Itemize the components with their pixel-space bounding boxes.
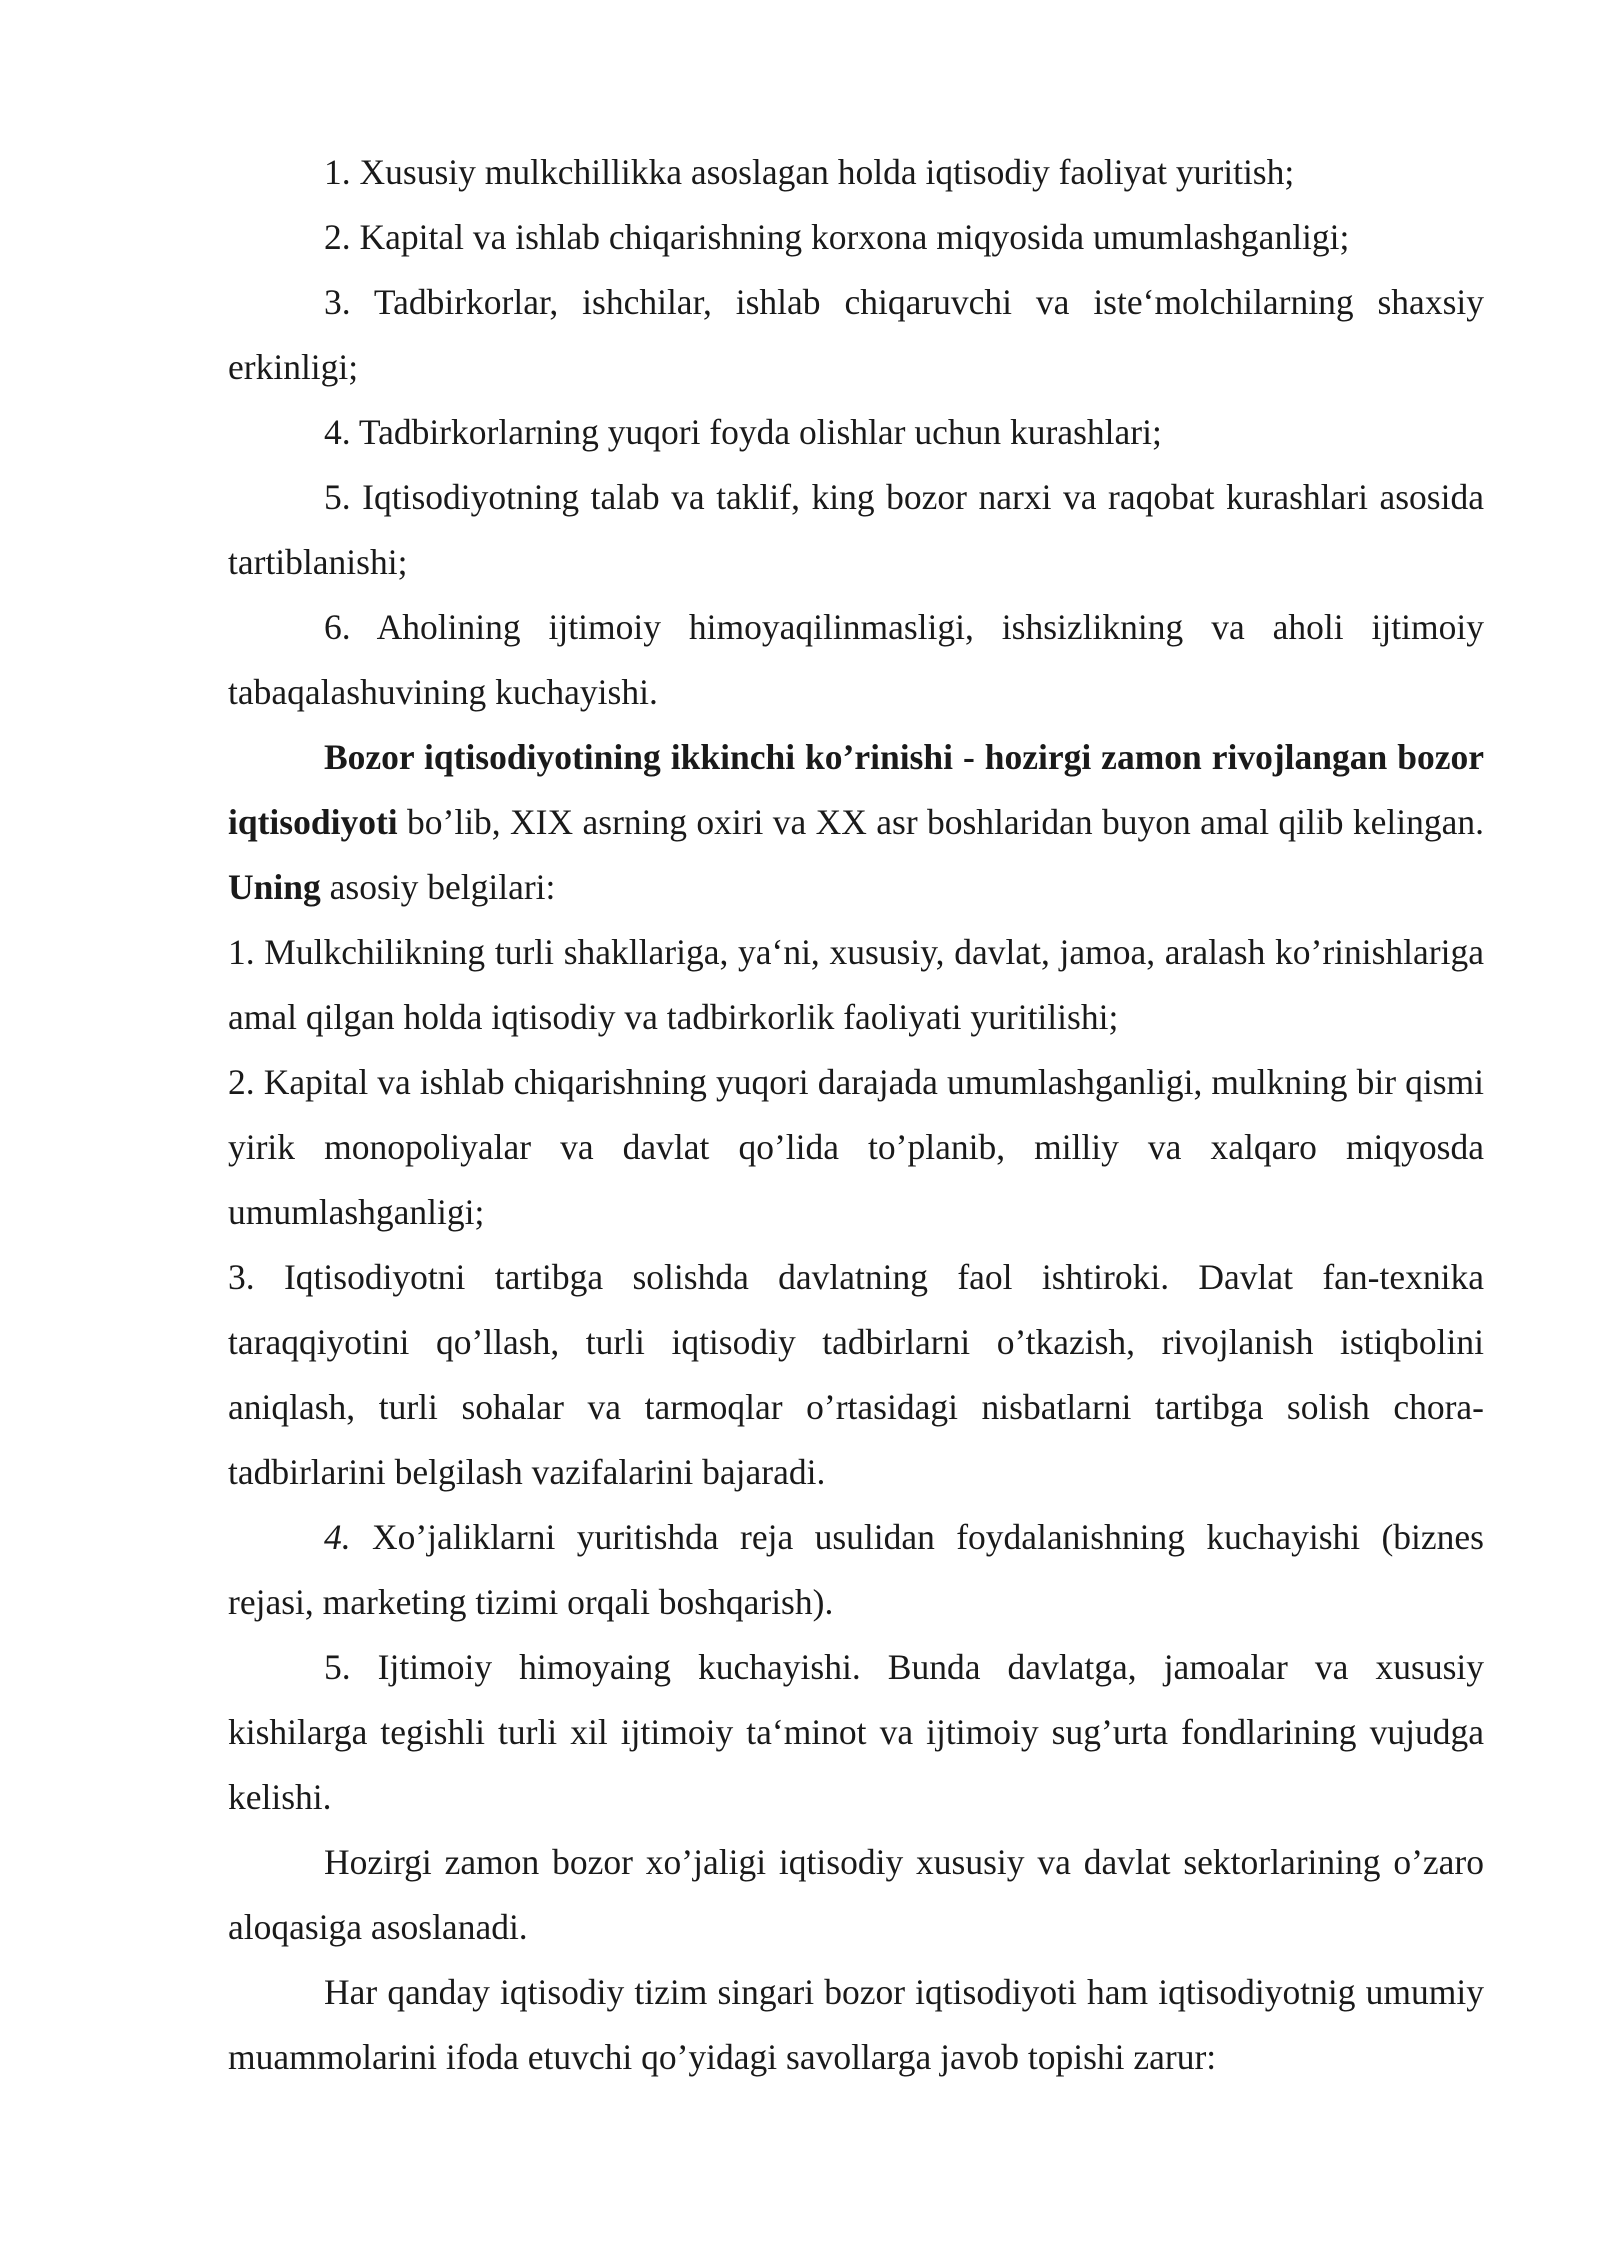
paragraph-text: 1. Xususiy mulkchillikka asoslagan holda iqtisodiy faoliyat yuritish;	[324, 152, 1295, 192]
document-body	[228, 140, 1484, 2090]
paragraph-text: 5. Iqtisodiyotning talab va taklif, king bozor narxi va raqobat kurashlari asosida tartiblanishi;	[228, 477, 1484, 582]
paragraph-text: Xo’jaliklarni yuritishda reja usulidan foydalanishning kuchayishi (biznes rejasi, marketing tizimi orqali boshqarish).	[228, 1517, 1484, 1622]
paragraph-text: Har qanday iqtisodiy tizim singari bozor iqtisodiyoti ham iqtisodiyotnig umumiy muammolarini ifoda etuvchi qo’yidagi savollarga javob topishi zarur:	[228, 1972, 1484, 2077]
paragraph-text: 3. Iqtisodiyotni tartibga solishda davlatning faol ishtiroki. Davlat fan-texnika taraqqiyotini qo’llash, turli iqtisodiy tadbirlarni o’tkazish, rivojlanish istiqbolini aniqlash, turli sohalar va tarmoqlar o’rtasidagi nisbatlarni tartibga solish chora-tadbirlarini belgilash vazifalarini bajaradi.	[228, 1257, 1484, 1492]
paragraph	[228, 1960, 1484, 2090]
paragraph-text: 3. Tadbirkorlar, ishchilar, ishlab chiqaruvchi va iste‘molchilarning shaxsiy erkinligi;	[228, 282, 1484, 387]
paragraph-text: 1. Mulkchilikning turli shakllariga, ya‘ni, xususiy, davlat, jamoa, aralash ko’rinishlariga amal qilgan holda iqtisodiy va tadbirkorlik faoliyati yuritilishi;	[228, 932, 1484, 1037]
paragraph	[228, 400, 1484, 465]
paragraph	[228, 465, 1484, 595]
paragraph-text: Hozirgi zamon bozor xo’jaligi iqtisodiy xususiy va davlat sektorlarining o’zaro aloqasiga asoslanadi.	[228, 1842, 1484, 1947]
paragraph	[228, 1050, 1484, 1245]
paragraph-text: 5. Ijtimoiy himoyaing kuchayishi. Bunda davlatga, jamoalar va xususiy kishilarga tegishli turli xil ijtimoiy ta‘minot va ijtimoiy sug’urta fondlarining vujudga kelishi.	[228, 1647, 1484, 1817]
paragraph-text: bo’lib, XIX asrning oxiri va XX asr boshlaridan buyon amal qilib kelingan.	[397, 802, 1484, 842]
paragraph	[228, 140, 1484, 205]
paragraph	[228, 205, 1484, 270]
paragraph	[228, 1505, 1484, 1635]
bold-text: Bozor iqtisodiyotining ikkinchi ko’rinishi - hozirgi zamon rivojlangan bozor iqtisodiyoti	[228, 737, 1484, 842]
paragraph	[228, 1830, 1484, 1960]
paragraph-text: asosiy belgilari:	[320, 867, 556, 907]
paragraph	[228, 595, 1484, 725]
paragraph	[228, 270, 1484, 400]
bold-text: Uning	[228, 867, 321, 907]
paragraph	[228, 725, 1484, 920]
paragraph-text: 6. Aholining ijtimoiy himoyaqilinmasligi, ishsizlikning va aholi ijtimoiy tabaqalashuvining kuchayishi.	[228, 607, 1484, 712]
paragraph-text: 4. Tadbirkorlarning yuqori foyda olishlar uchun kurashlari;	[324, 412, 1162, 452]
paragraph-text: 2. Kapital va ishlab chiqarishning yuqori darajada umumlashganligi, mulkning bir qismi yirik monopoliyalar va davlat qo’lida to’planib, milliy va xalqaro miqyosda umumlashganligi;	[228, 1062, 1484, 1232]
paragraph	[228, 920, 1484, 1050]
paragraph	[228, 1635, 1484, 1830]
italic-text: 4.	[324, 1517, 351, 1557]
paragraph	[228, 1245, 1484, 1505]
paragraph-text: 2. Kapital va ishlab chiqarishning korxona miqyosida umumlashganligi;	[324, 217, 1350, 257]
